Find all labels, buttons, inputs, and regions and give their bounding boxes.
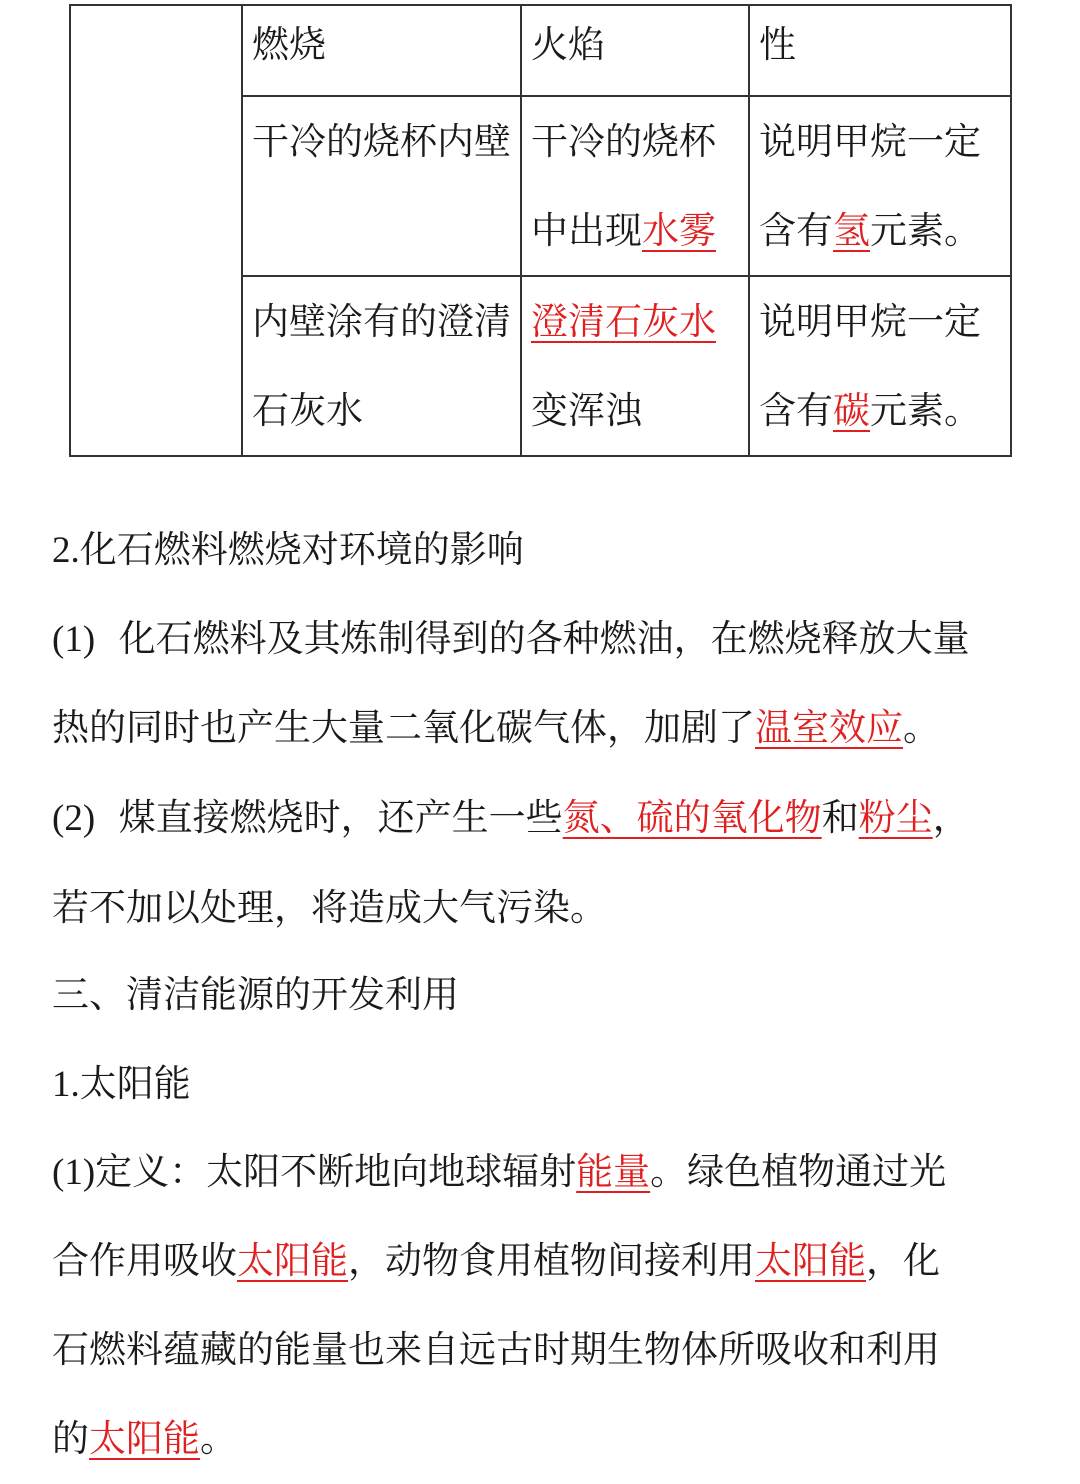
- table-cell-header-property: 性: [749, 5, 1011, 96]
- table-cell-carbon: [749, 276, 1011, 456]
- section-heading-text: 三、清洁能源的开发利用: [52, 973, 459, 1016]
- paragraph-text: ，动物食用植物间接利用: [348, 1239, 755, 1282]
- section-number: 1.: [52, 1064, 80, 1105]
- cell-text: 元素。: [870, 389, 981, 432]
- answer-hydrogen: 氢: [833, 209, 870, 252]
- section2-p2-line1: [52, 796, 970, 840]
- section2-p2-line2: [52, 886, 607, 930]
- section-title-text: 化石燃料燃烧对环境的影响: [79, 528, 524, 571]
- answer-water-mist: 水雾: [642, 209, 716, 252]
- definition-line3: [52, 1328, 940, 1372]
- section3-heading: [52, 973, 459, 1017]
- experiment-table: [69, 4, 1012, 457]
- cell-text: 说明甲烷一定含有: [759, 300, 981, 432]
- paragraph-text: 煤直接燃烧时，还产生一些: [118, 796, 563, 839]
- table-cell-limewater-turbid: [521, 276, 749, 456]
- paragraph-text: 的: [52, 1417, 89, 1460]
- definition-line2: [52, 1239, 940, 1283]
- definition-line1: [52, 1150, 946, 1194]
- paragraph-text: 。绿色植物通过光: [650, 1150, 947, 1193]
- cell-text: 变浑浊: [531, 389, 642, 432]
- answer-energy: 能量: [576, 1150, 651, 1193]
- table-cell-header-combustion: 燃烧: [242, 5, 521, 96]
- table-cell-limewater-beaker: 内壁涂有的澄清石灰水: [242, 276, 521, 456]
- table-cell-header-flame: 火焰: [521, 5, 749, 96]
- table-cell-dry-beaker: 干冷的烧杯内壁: [242, 96, 521, 276]
- paragraph-text: 热的同时也产生大量二氧化碳气体，加剧了: [52, 706, 755, 749]
- section-number: 2.: [52, 530, 80, 571]
- table-cell-water-mist: [521, 96, 749, 276]
- answer-nitrogen-sulfur-oxides: 氮、硫的氧化物: [562, 796, 822, 839]
- answer-solar-energy: 太阳能: [237, 1239, 348, 1282]
- table-cell-hydrogen: [749, 96, 1011, 276]
- answer-solar-energy: 太阳能: [89, 1417, 200, 1460]
- paragraph-text: 化石燃料及其炼制得到的各种燃油，在燃烧释放大量: [118, 617, 970, 660]
- subsection-title-text: 太阳能: [79, 1062, 191, 1105]
- answer-carbon: 碳: [833, 389, 870, 432]
- item-number: (1): [52, 619, 96, 660]
- paragraph-text: 石燃料蕴藏的能量也来自远古时期生物体所吸收和利用: [52, 1328, 940, 1371]
- paragraph-text: 和: [821, 796, 859, 839]
- cell-text: 元素。: [870, 209, 981, 252]
- paragraph-text: 。: [200, 1417, 237, 1460]
- section3-subtitle: [52, 1062, 191, 1106]
- definition-line4: [52, 1417, 237, 1461]
- paragraph-text: ，: [932, 796, 970, 839]
- section2-p1-line2: [52, 706, 940, 750]
- paragraph-text: 若不加以处理，将造成大气污染。: [52, 886, 607, 929]
- table-cell-empty: [70, 5, 242, 456]
- cell-text: 说明甲烷一定含有: [759, 120, 981, 252]
- item-number: (2): [52, 798, 96, 839]
- section2-title: [52, 528, 524, 572]
- item-number: (1): [52, 1152, 96, 1193]
- answer-dust: 粉尘: [858, 796, 933, 839]
- paragraph-text: 。: [903, 706, 940, 749]
- table-row: [70, 5, 1011, 96]
- cell-text: 干冷的烧杯中出现: [531, 120, 716, 252]
- answer-limewater: 澄清石灰水: [531, 300, 716, 343]
- paragraph-text: 定义：太阳不断地向地球辐射: [95, 1150, 577, 1193]
- paragraph-text: 合作用吸收: [52, 1239, 237, 1282]
- section2-p1-line1: [52, 617, 970, 661]
- answer-greenhouse-effect: 温室效应: [755, 706, 903, 749]
- answer-solar-energy: 太阳能: [755, 1239, 866, 1282]
- paragraph-text: ，化: [866, 1239, 940, 1282]
